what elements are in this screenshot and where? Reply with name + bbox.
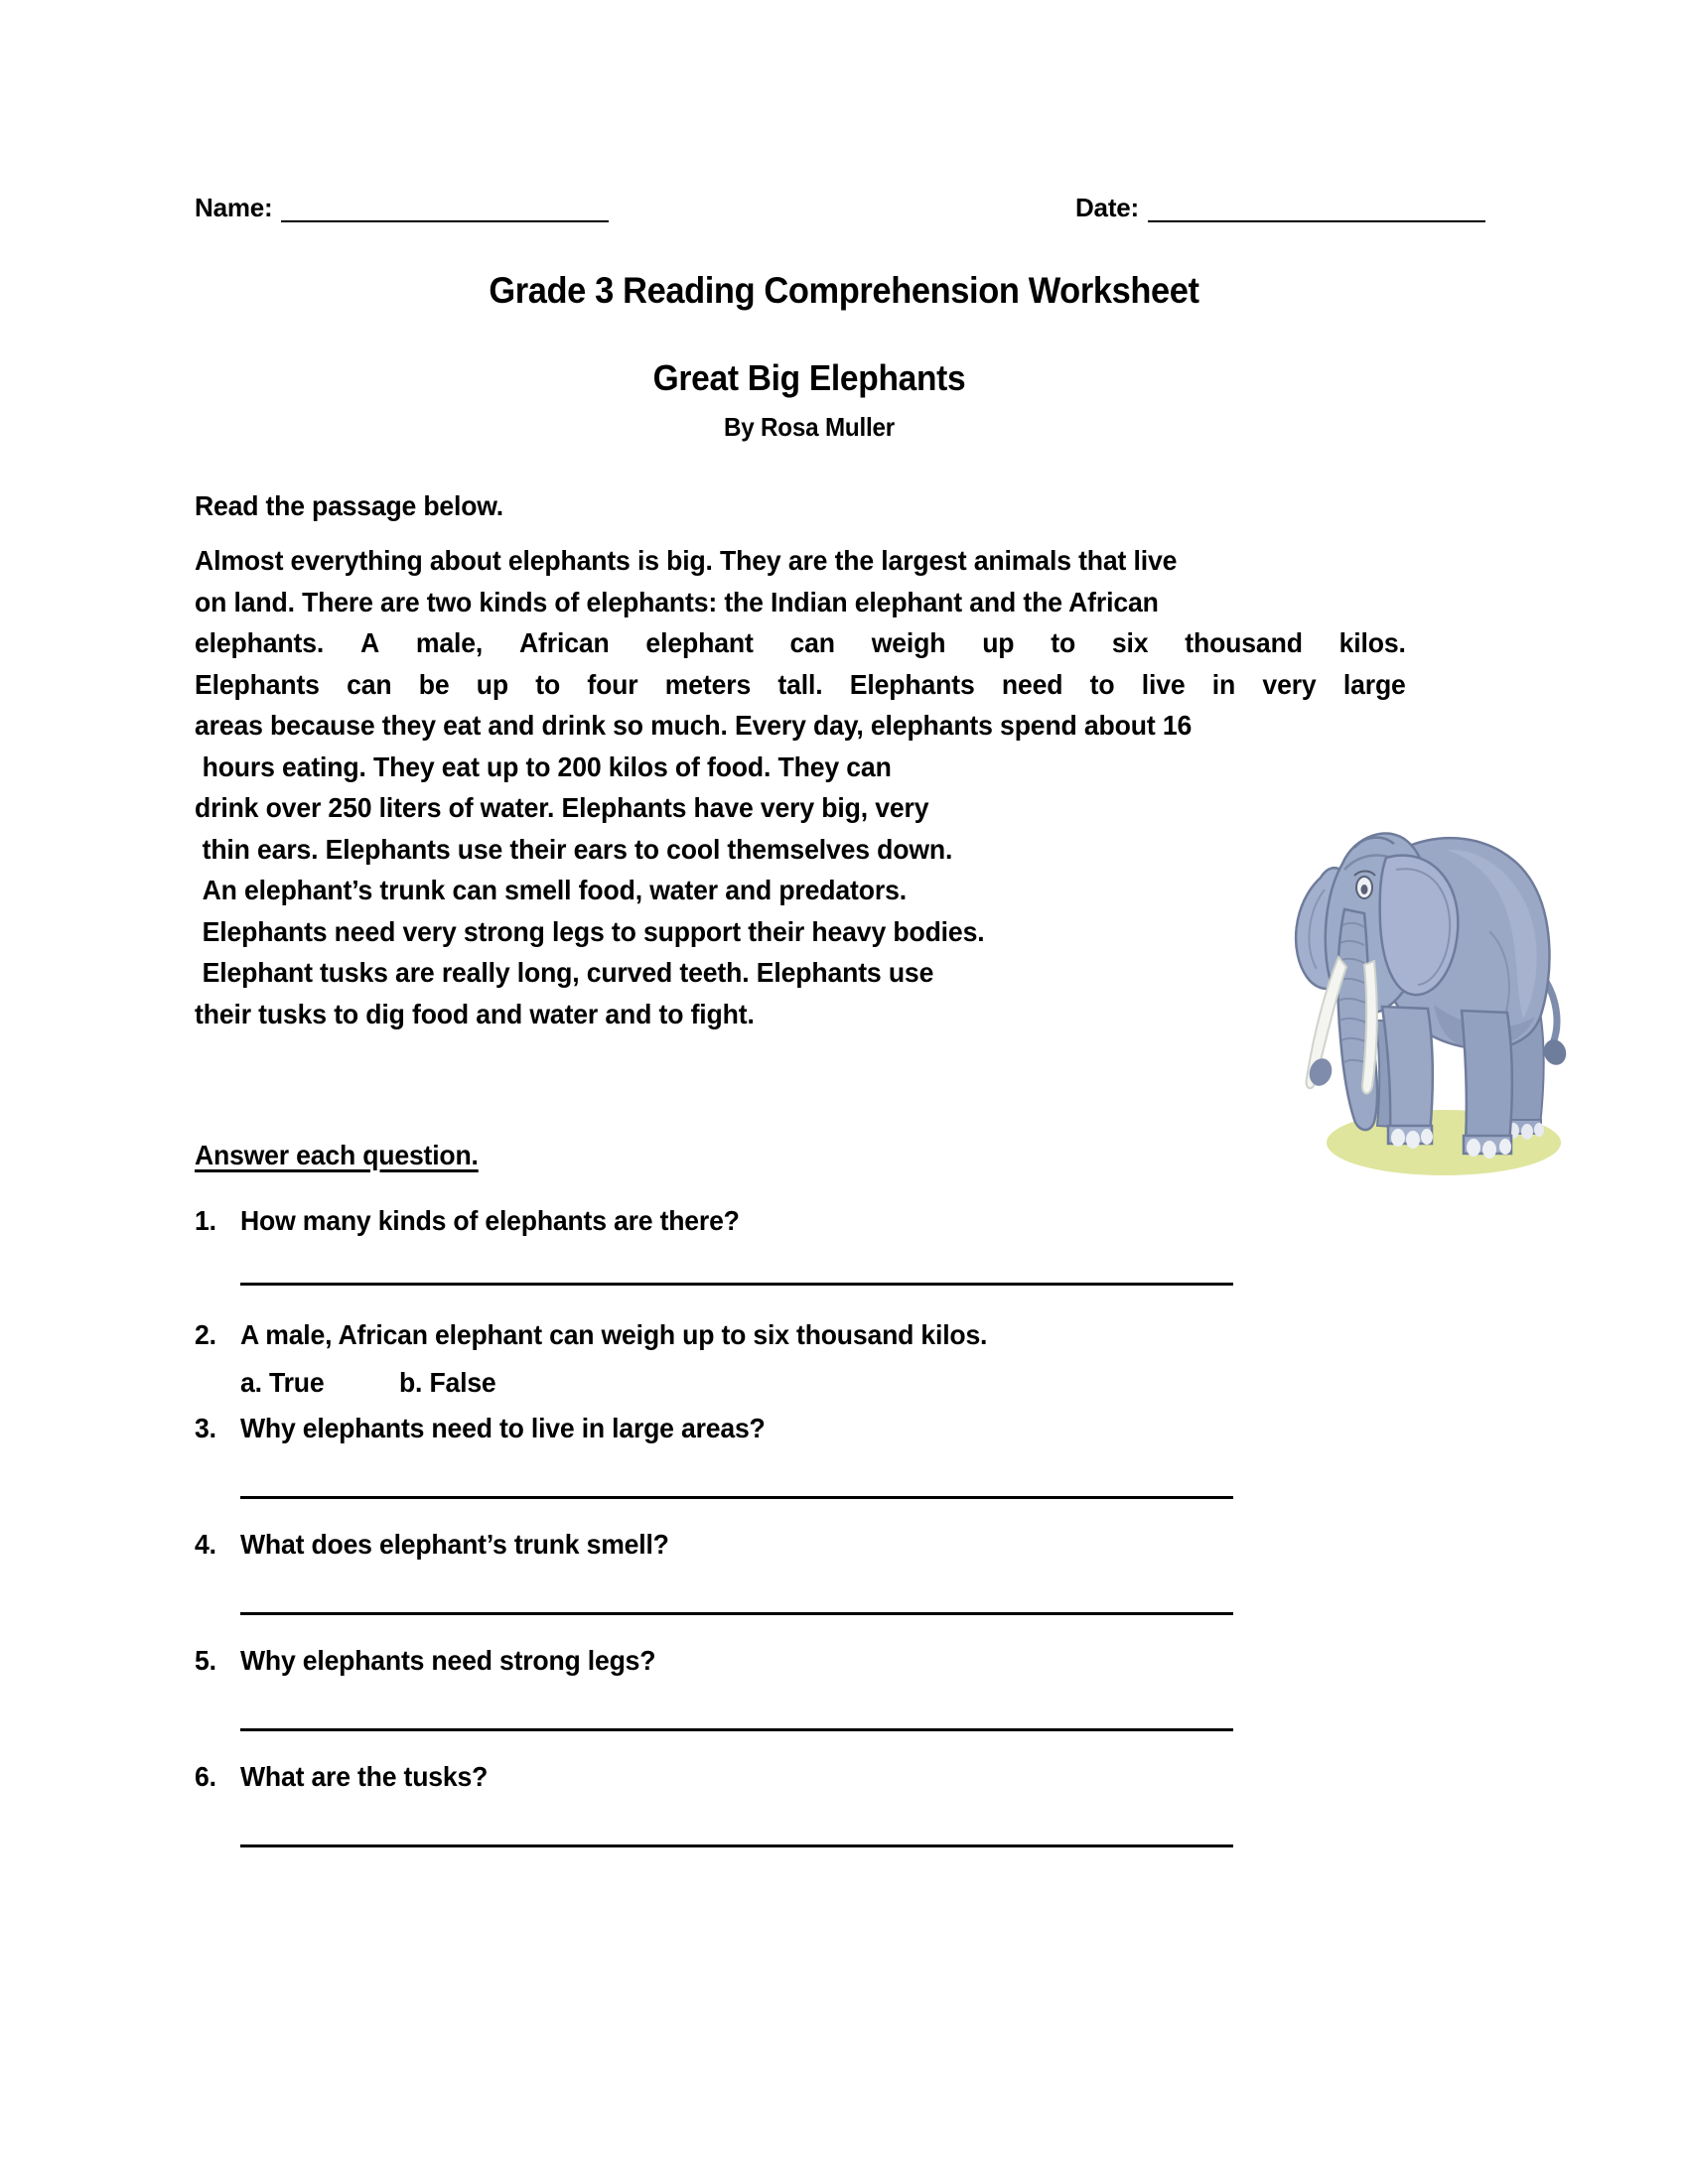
passage-word: to <box>1089 668 1115 700</box>
passage-word: A <box>359 627 380 658</box>
answer-line-gap <box>195 1499 1476 1529</box>
question-row <box>195 1205 1476 1237</box>
question-text: How many kinds of elephants are there? <box>240 1205 740 1236</box>
question-text: Why elephants need strong legs? <box>240 1645 656 1676</box>
passage-word: Elephants <box>849 668 975 700</box>
passage-word: elephants. <box>195 627 325 658</box>
question-choices <box>195 1367 1476 1399</box>
passage-word: can <box>347 668 392 700</box>
question-number: 2. <box>195 1319 216 1350</box>
question-row <box>195 1529 1476 1561</box>
question-row <box>195 1761 1476 1793</box>
passage-line <box>195 622 1406 664</box>
passage-word: large <box>1342 668 1406 700</box>
question-row <box>195 1645 1476 1677</box>
passage-word: four <box>587 668 638 700</box>
passage-title: Great Big Elephants <box>652 357 966 398</box>
answer-space <box>195 1793 1476 1844</box>
passage-author: By Rosa Muller <box>723 412 896 442</box>
choice-option[interactable]: b. False <box>399 1367 496 1398</box>
passage-word: weigh <box>871 627 946 658</box>
passage-word: be <box>418 668 450 700</box>
question-text: A male, African elephant can weigh up to six thousand kilos. <box>240 1319 988 1350</box>
passage-line: hours eating. They eat up to 200 kilos of food. They can <box>202 751 892 782</box>
passage-word: to <box>1051 627 1076 658</box>
passage-word: male, <box>415 627 484 658</box>
question-text: Why elephants need to live in large areas? <box>240 1413 766 1443</box>
question-number: 3. <box>195 1413 216 1443</box>
passage-word: thousand <box>1185 627 1303 658</box>
choice-option[interactable]: a. True <box>240 1367 325 1398</box>
date-field-group <box>1075 195 1485 222</box>
worksheet-title: Grade 3 Reading Comprehension Worksheet <box>489 270 1199 311</box>
passage-word: live <box>1141 668 1186 700</box>
passage-line: Almost everything about elephants is big. They are the largest animals that live <box>195 545 1178 576</box>
answer-space <box>195 1237 1476 1283</box>
date-label: Date: <box>1074 193 1139 222</box>
passage-word: very <box>1262 668 1317 700</box>
question-number: 4. <box>195 1529 216 1560</box>
passage-word: need <box>1001 668 1063 700</box>
passage-word: up <box>476 668 509 700</box>
answer-space <box>195 1444 1476 1496</box>
passage-word: in <box>1211 668 1236 700</box>
passage-line: Elephant tusks are really long, curved teeth. Elephants use <box>202 957 934 988</box>
name-field-group <box>195 195 609 222</box>
question-list <box>195 1205 1476 1877</box>
passage-word: up <box>982 627 1015 658</box>
read-instruction: Read the passage below. <box>195 490 503 521</box>
question-row <box>195 1319 1476 1351</box>
passage-word: to <box>535 668 561 700</box>
passage-word: tall. <box>777 668 823 700</box>
answer-line-gap <box>195 1615 1476 1645</box>
question-text: What are the tusks? <box>240 1761 489 1792</box>
passage-word: six <box>1111 627 1149 658</box>
question-number: 6. <box>195 1761 216 1792</box>
rear-leg-near <box>1462 1011 1512 1144</box>
passage-line: Elephants need very strong legs to support their heavy bodies. <box>202 915 985 947</box>
date-input-line[interactable] <box>1148 195 1485 222</box>
front-leg-near <box>1382 1007 1433 1134</box>
answer-instruction: Answer each question. <box>195 1140 479 1170</box>
passage-word: elephant <box>645 627 754 658</box>
answer-line-gap <box>195 1847 1476 1877</box>
passage-line: their tusks to dig food and water and to fight. <box>195 998 755 1029</box>
answer-space <box>195 1677 1476 1728</box>
question-number: 1. <box>195 1205 216 1236</box>
passage-word: kilos. <box>1338 627 1406 658</box>
passage-word: can <box>789 627 835 658</box>
passage-word: Elephants <box>195 668 320 700</box>
question-number: 5. <box>195 1645 216 1676</box>
elephant-illustration <box>1259 792 1587 1181</box>
student-info-header <box>195 195 1485 222</box>
name-input-line[interactable] <box>281 195 609 222</box>
answer-line-gap <box>195 1286 1476 1319</box>
passage-word: meters <box>664 668 752 700</box>
passage-line: thin ears. Elephants use their ears to cool themselves down. <box>202 833 953 865</box>
question-row <box>195 1413 1476 1444</box>
passage-line: areas because they eat and drink so much. Every day, elephants spend about 16 <box>195 710 1193 741</box>
answer-space <box>195 1561 1476 1612</box>
passage-line: on land. There are two kinds of elephants: the Indian elephant and the African <box>195 586 1159 617</box>
passage-line: drink over 250 liters of water. Elephants have very big, very <box>195 792 929 823</box>
passage-word: African <box>518 627 610 658</box>
passage-line <box>195 664 1406 706</box>
passage-line: An elephant’s trunk can smell food, water and predators. <box>202 875 907 905</box>
answer-line-gap <box>195 1731 1476 1761</box>
question-text: What does elephant’s trunk smell? <box>240 1529 669 1560</box>
name-label: Name: <box>195 193 273 222</box>
